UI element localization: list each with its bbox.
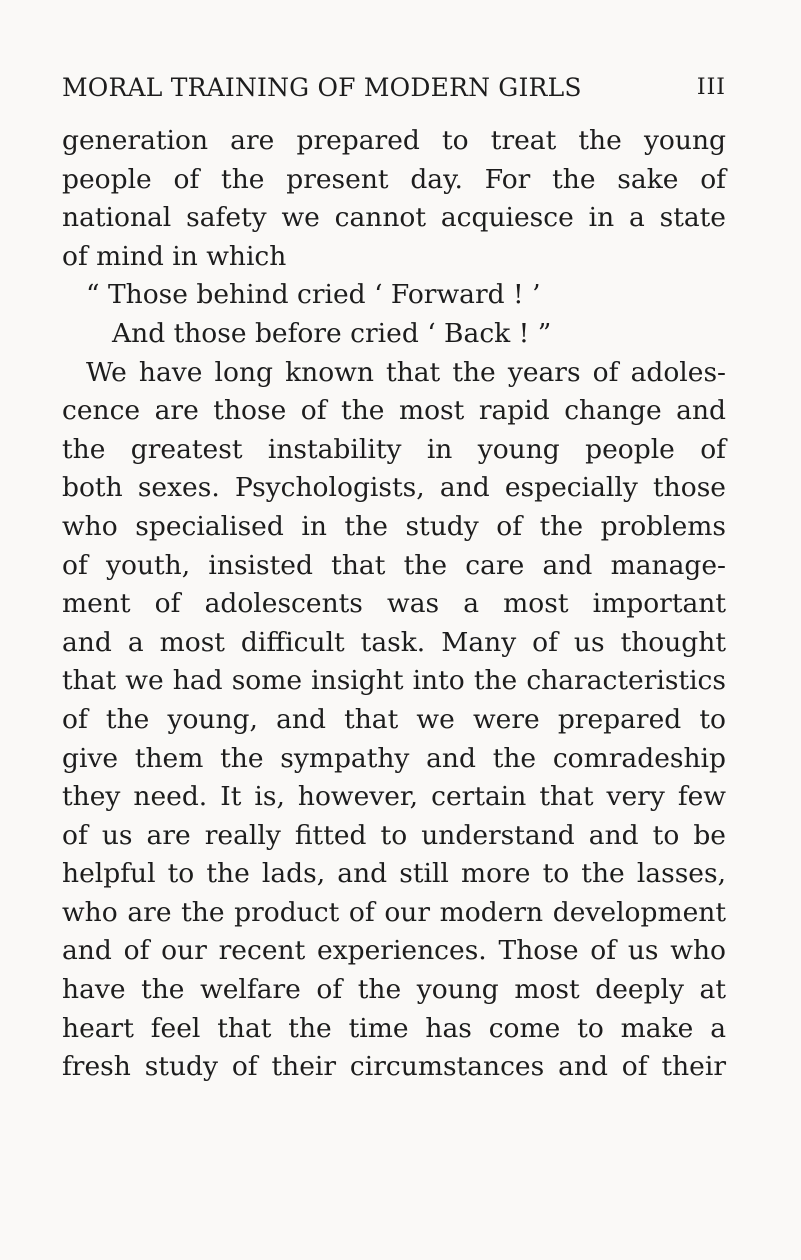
text-line: national safety we cannot acquiesce in a state bbox=[62, 202, 726, 234]
text-line: of youth, insisted that the care and manage- bbox=[62, 549, 726, 581]
running-title: MORAL TRAINING OF MODERN GIRLS bbox=[62, 73, 582, 102]
text-line: people of the present day. For the sake of bbox=[62, 163, 726, 195]
paragraph-first-line: We have long known that the years of adoles- bbox=[86, 356, 726, 388]
text-line: who are the product of our modern development bbox=[62, 896, 726, 928]
text-line: the greatest instability in young people of bbox=[62, 433, 726, 465]
text-line: generation are prepared to treat the young bbox=[62, 125, 726, 156]
body-text bbox=[62, 122, 726, 1087]
text-line: of mind in which bbox=[62, 240, 287, 272]
text-line: give them the sympathy and the comradeship bbox=[62, 742, 726, 774]
quotation-line: “ Those behind cried ‘ Forward ! ’ bbox=[86, 279, 541, 311]
text-line: both sexes. Psychologists, and especially those bbox=[62, 472, 726, 504]
text-line: who specialised in the study of the problems bbox=[62, 510, 726, 542]
text-line: cence are those of the most rapid change and bbox=[62, 395, 726, 427]
text-line: they need. It is, however, certain that very few bbox=[62, 781, 726, 813]
quotation-line: And those before cried ‘ Back ! ” bbox=[112, 317, 552, 349]
running-head bbox=[62, 66, 726, 110]
text-line: and a most difficult task. Many of us thought bbox=[62, 626, 726, 658]
text-line: have the welfare of the young most deeply at bbox=[62, 974, 726, 1006]
text-line: helpful to the lads, and still more to the lasses, bbox=[62, 858, 726, 890]
page-number: III bbox=[696, 75, 726, 100]
text-line: and of our recent experiences. Those of us who bbox=[62, 935, 726, 967]
text-line: fresh study of their circumstances and of their bbox=[62, 1051, 726, 1083]
text-line: that we had some insight into the characteristics bbox=[62, 665, 726, 697]
text-line: of the young, and that we were prepared to bbox=[62, 703, 726, 735]
text-line: ment of adolescents was a most important bbox=[62, 588, 726, 620]
text-line: of us are really fitted to understand and to be bbox=[62, 819, 726, 851]
text-line: heart feel that the time has come to make a bbox=[62, 1012, 726, 1044]
